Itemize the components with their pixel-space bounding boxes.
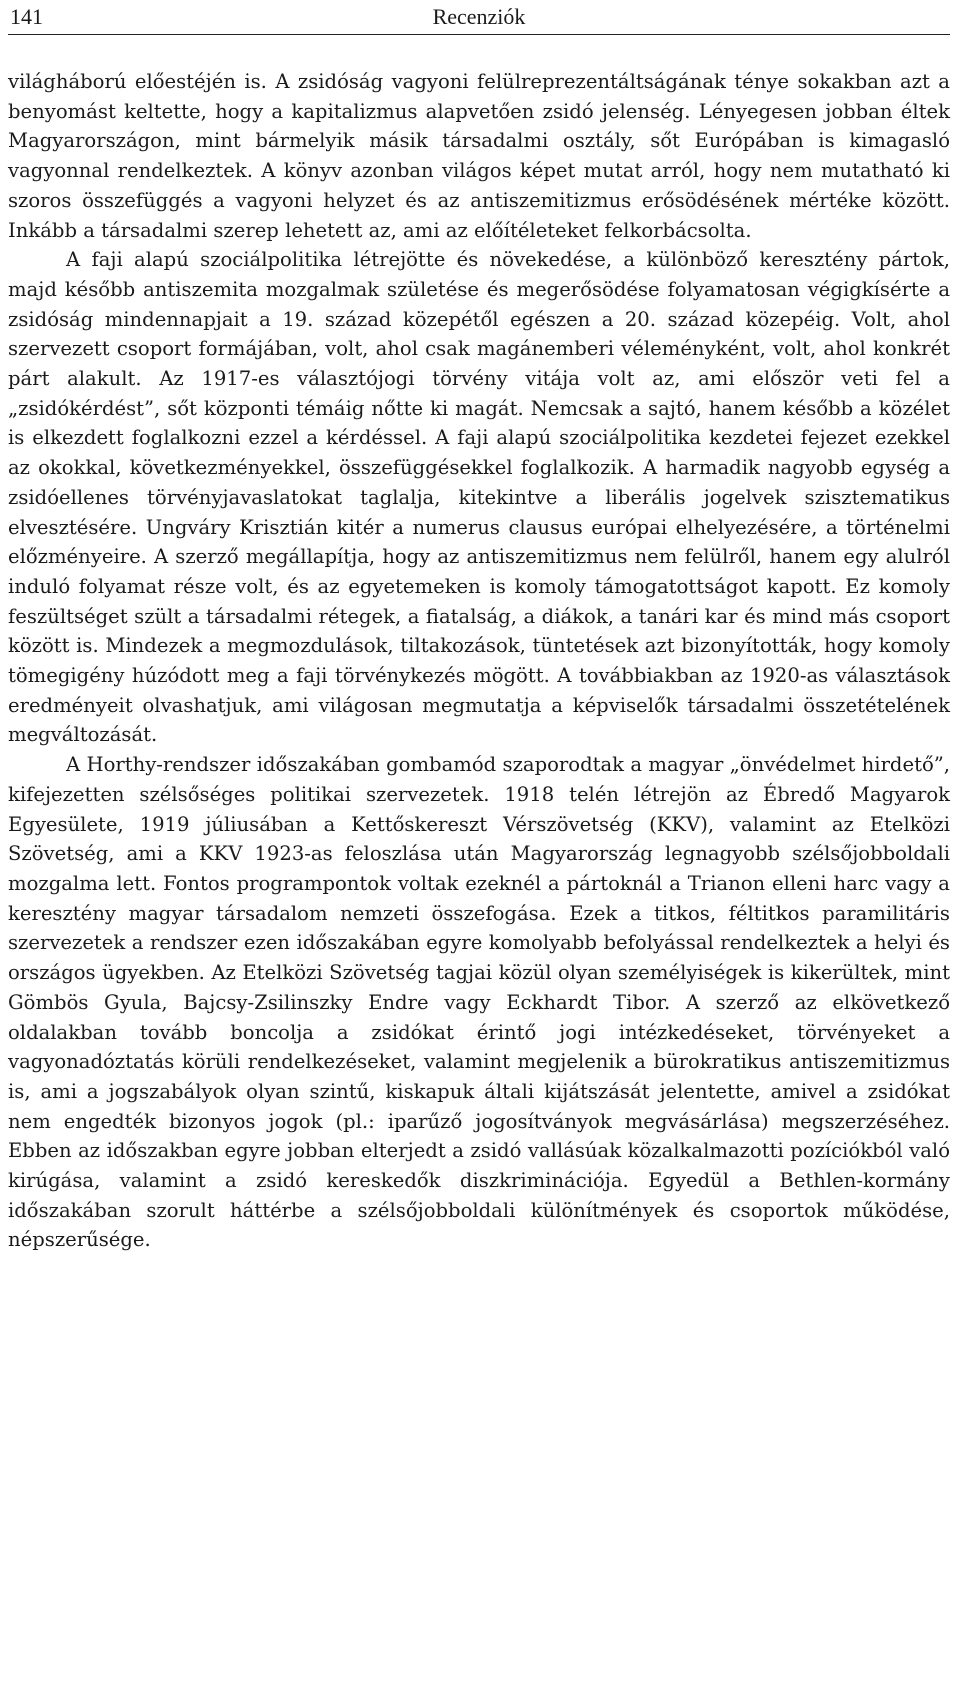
running-title: Recenziók (432, 4, 526, 29)
paragraph-continuation: világháború előestéjén is. A zsidóság vagyoni felülreprezentáltságának ténye sokakban azt a benyomást keltette, hogy a kapitalizmus alapvetően zsidó jelenség. Lényegesen jobban éltek Magyarországon, mint bármelyik másik társadalmi osztály, sőt Európában is kimagasló vagyonnal rendelkeztek. A könyv azonban világos képet mutat arról, hogy nem mutatható ki szoros összefüggés a vagyoni helyzet és az antiszemitizmus erősödésének mértéke között. Inkább a társadalmi szerep lehetett az, ami az előítéleteket felkorbácsolta. (8, 70, 950, 242)
paragraph-horthy-era: A Horthy-rendszer időszakában gombamód szaporodtak a magyar „önvédelmet hirdető”, kifejezetten szélsőséges politikai szervezetek. 1918 telén létrejön az Ébredő Magyarok Egyesülete, 1919 júliusában a Kettőskereszt Vérszövetség (KKV), valamint az Etelközi Szövetség, ami a KKV 1923-as feloszlása után Magyarország legnagyobb szélsőjobboldali mozgalma lett. Fontos programpontok voltak ezeknél a pártoknál a Trianon elleni harc vagy a keresztény magyar társadalom nemzeti összefogása. Ezek a titkos, féltitkos paramilitáris szervezetek a rendszer ezen időszakában egyre komolyabb befolyással rendelkeztek a helyi és országos ügyekben. Az Etelközi Szövetség tagjai közül olyan személyiségek is kikerültek, mint Gömbös Gyula, Bajcsy-Zsilinszky Endre vagy Eckhardt Tibor. A szerző az elkövetkező oldalakban tovább boncolja a zsidókat érintő jogi intézkedéseket, törvényeket a vagyonadóztatás körüli rendelkezéseket, valamint megjelenik a bürokratikus antiszemitizmus is, ami a jogszabályok olyan szintű, kiskapuk általi kijátszását jelentette, amivel a zsidókat nem engedték bizonyos jogok (pl.: iparűző jogosítványok megvásárlása) megszerzéséhez. Ebben az időszakban egyre jobban elterjedt a zsidó vallásúak közalkalmazotti pozíciókból való kirúgása, valamint a zsidó kereskedők diszkriminációja. Egyedül a Bethlen-kormány időszakában szorult háttérbe a szélsőjobboldali különítmények és csoportok működése, népszerűsége. (8, 753, 950, 1252)
page-number: 141 (10, 4, 43, 29)
body-text (8, 67, 950, 1255)
running-header (8, 0, 950, 35)
paragraph-racial-social-policy: A faji alapú szociálpolitika létrejötte és növekedése, a különböző keresztény pártok, majd később antiszemita mozgalmak születése és megerősödése folyamatosan végigkísérte a zsidóság mindennapjait a 19. század közepétől egészen a 20. század közepéig. Volt, ahol szervezett csoport formájában, volt, ahol csak magánemberi véleményként, volt, ahol konkrét párt alakult. Az 1917-es választójogi törvény vitája volt az, ami először veti fel a „zsidókérdést”, sőt központi témáig nőtte ki magát. Nemcsak a sajtó, hanem később a közélet is elkezdett foglalkozni ezzel a kérdéssel. A faji alapú szociálpolitika kezdetei fejezet ezekkel az okokkal, következményekkel, összefüggésekkel foglalkozik. A harmadik nagyobb egység a zsidóellenes törvényjavaslatokat taglalja, kitekintve a liberális jogelvek szisztematikus elvesztésére. Ungváry Krisztián kitér a numerus clausus európai elhelyezésére, a történelmi előzményeire. A szerző megállapítja, hogy az antiszemitizmus nem felülről, hanem egy alulról induló folyamat része volt, és az egyetemeken is komoly támogatottságot kapott. Ez komoly feszültséget szült a társadalmi rétegek, a fiatalság, a diákok, a tanári kar és mind más csoport között is. Mindezek a megmozdulások, tiltakozások, tüntetések azt bizonyították, hogy komoly tömegigény húzódott meg a faji törvénykezés mögött. A továbbiakban az 1920-as választások eredményeit olvashatjuk, ami világosan megmutatja a képviselők társadalmi összetételének megváltozását. (8, 248, 950, 747)
